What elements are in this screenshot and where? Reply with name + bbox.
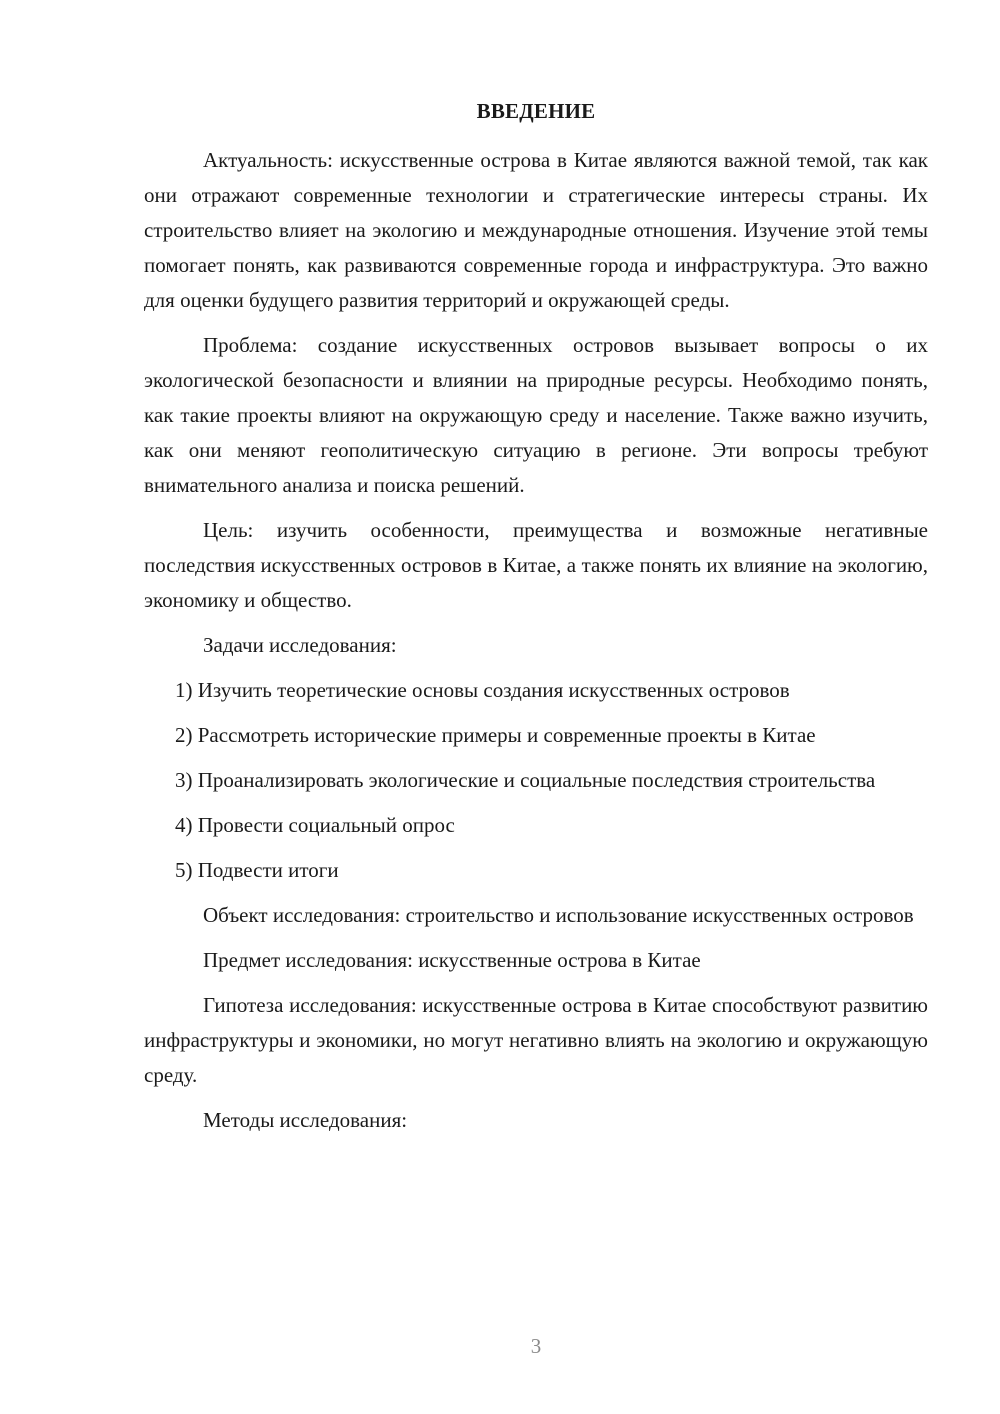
- paragraph-hypothesis: Гипотеза исследования: искусственные острова в Китае способствуют развитию инфраструктуры и экономики, но могут негативно влиять на экологию и окружающую среду.: [144, 993, 928, 1087]
- paragraph-relevance: Актуальность: искусственные острова в Китае являются важной темой, так как они отражают современные технологии и стратегические интересы страны. Их строительство влияет на экологию и международные отношения. Изучение этой темы помогает понять, как развиваются современные города и инфраструктура. Это важно для оценки будущего развития территорий и окружающей среды.: [144, 148, 928, 312]
- task-item-5: 5) Подвести итоги: [175, 858, 339, 882]
- page-number: 3: [530, 1334, 542, 1358]
- task-item-3: 3) Проанализировать экологические и социальные последствия строительства: [175, 768, 876, 792]
- task-item-4: 4) Провести социальный опрос: [175, 813, 455, 837]
- paragraph-goal: Цель: изучить особенности, преимущества и возможные негативные последствия искусственных островов в Китае, а также понять их влияние на экологию, экономику и общество.: [144, 518, 928, 612]
- paragraph-problem: Проблема: создание искусственных островов вызывает вопросы о их экологической безопасности и влиянии на природные ресурсы. Необходимо понять, как такие проекты влияют на окружающую среду и население. Также важно изучить, как они меняют геополитическую ситуацию в регионе. Эти вопросы требуют внимательного анализа и поиска решений.: [144, 333, 928, 497]
- tasks-title: Задачи исследования:: [203, 633, 397, 657]
- methods-title: Методы исследования:: [203, 1108, 408, 1132]
- task-item-2: 2) Рассмотреть исторические примеры и современные проекты в Китае: [175, 723, 816, 747]
- paragraph-object: Объект исследования: строительство и использование искусственных островов: [203, 903, 914, 927]
- page-content: [144, 94, 928, 1148]
- section-heading: ВВЕДЕНИЕ: [476, 99, 596, 123]
- task-item-1: 1) Изучить теоретические основы создания искусственных островов: [175, 678, 790, 702]
- paragraph-subject: Предмет исследования: искусственные острова в Китае: [203, 948, 701, 972]
